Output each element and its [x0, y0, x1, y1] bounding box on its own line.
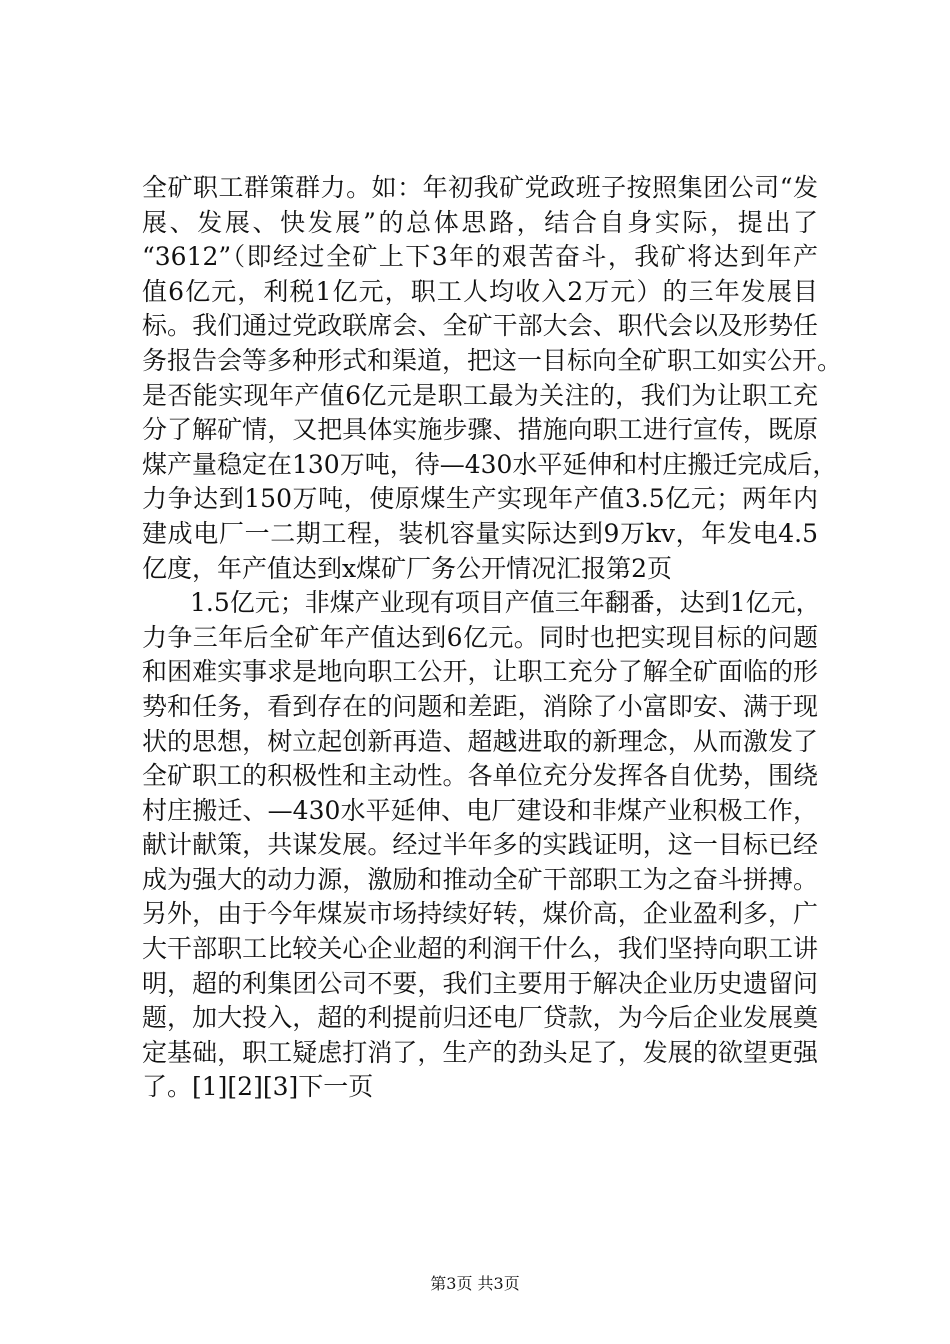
text-line: 1.5亿元；非煤产业现有项目产值三年翻番，达到1亿元，	[190, 588, 821, 618]
text-line: 定基础，职工疑虑打消了，生产的劲头足了，发展的欲望更强	[142, 1037, 818, 1067]
text-line: 展、发展、快发展”的总体思路，结合自身实际，提出了	[142, 207, 818, 237]
text-line: 明，超的利集团公司不要，我们主要用于解决企业历史遗留问	[142, 968, 818, 998]
text-line: 势和任务，看到存在的问题和差距，消除了小富即安、满于现	[142, 691, 818, 721]
text-line: 状的思想，树立起创新再造、超越进取的新理念，从而激发了	[142, 726, 818, 756]
text-line: 值6亿元，利税1亿元，职工人均收入2万元）的三年发展目	[142, 276, 818, 306]
page-footer: 第3页 共3页	[430, 1274, 520, 1293]
text-line: 力争达到150万吨，使原煤生产实现年产值3.5亿元；两年内	[142, 484, 818, 514]
text-line: “3612”（即经过全矿上下3年的艰苦奋斗，我矿将达到年产	[142, 242, 818, 272]
text-line: 分了解矿情，又把具体实施步骤、措施向职工进行宣传，既原	[142, 415, 818, 445]
text-line: 标。我们通过党政联席会、全矿干部大会、职代会以及形势任	[142, 311, 818, 341]
text-line: 务报告会等多种形式和渠道，把这一目标向全矿职工如实公开。	[142, 345, 843, 375]
text-line: 力争三年后全矿年产值达到6亿元。同时也把实现目标的问题	[142, 622, 818, 652]
text-line: 是否能实现年产值6亿元是职工最为关注的，我们为让职工充	[142, 380, 818, 410]
text-line: 建成电厂一二期工程，装机容量实际达到9万kv，年发电4.5	[142, 518, 818, 548]
text-line: 题，加大投入，超的利提前归还电厂贷款，为今后企业发展奠	[142, 1003, 818, 1033]
text-line: 全矿职工的积极性和主动性。各单位充分发挥各自优势，围绕	[142, 761, 818, 791]
text-line: 村庄搬迁、—430水平延伸、电厂建设和非煤产业积极工作，	[142, 795, 818, 825]
text-line: 另外，由于今年煤炭市场持续好转，煤价高，企业盈利多，广	[142, 899, 818, 929]
text-line: 全矿职工群策群力。如：年初我矿党政班子按照集团公司“发	[142, 173, 818, 202]
text-line: 亿度，年产值达到x煤矿厂务公开情况汇报第2页	[142, 553, 673, 583]
text-line: 和困难实事求是地向职工公开，让职工充分了解全矿面临的形	[142, 657, 818, 687]
body-text	[142, 171, 843, 1105]
text-line-pagination: 了。[1][2][3]下一页	[142, 1072, 374, 1102]
text-line: 大干部职工比较关心企业超的利润干什么，我们坚持向职工讲	[142, 934, 818, 964]
text-line: 煤产量稳定在130万吨，待—430水平延伸和村庄搬迁完成后，	[142, 449, 838, 479]
text-line: 成为强大的动力源，激励和推动全矿干部职工为之奋斗拼搏。	[142, 864, 818, 894]
text-line: 献计献策，共谋发展。经过半年多的实践证明，这一目标已经	[142, 830, 818, 860]
